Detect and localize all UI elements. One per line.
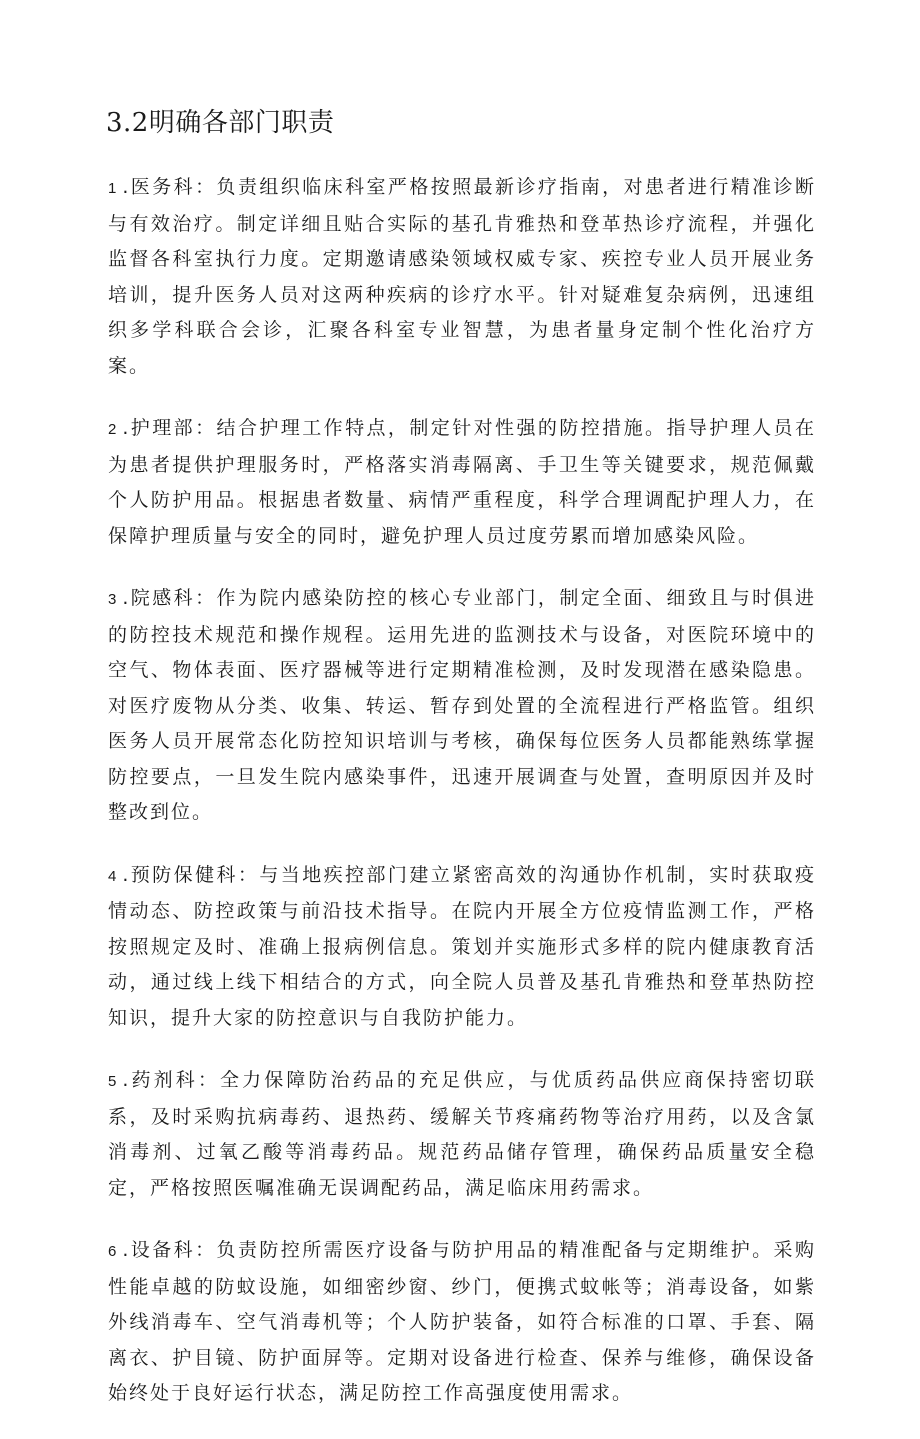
item-text: 负责防控所需医疗设备与防护用品的精准配备与定期维护。采购性能卓越的防蚊设施，如细密纱窗、纱门，便携式蚊帐等；消毒设备，如紫外线消毒车、空气消毒机等；个人防护装备，如符合标准的口罩、手套、隔离衣、护目镜、防护面屏等。定期对设备进行检查、保养与维修，确保设备始终处于良好运行状态，满足防控工作高强度使用需求。 xyxy=(108,1239,816,1404)
department-name: .医务科： xyxy=(122,176,217,198)
item-number: 2 xyxy=(108,421,117,438)
department-name: .预防保健科： xyxy=(122,863,260,886)
list-item xyxy=(108,858,816,1037)
list-item xyxy=(108,411,816,554)
list-item xyxy=(108,1063,816,1206)
item-number: 6 xyxy=(108,1243,117,1260)
department-name: .护理部： xyxy=(122,417,217,439)
department-list xyxy=(108,170,816,1439)
department-name: .院感科： xyxy=(122,587,217,609)
item-text: 与当地疾控部门建立紧密高效的沟通协作机制，实时获取疫情动态、防控政策与前沿技术指导。在院内开展全方位疫情监测工作，严格按照规定及时、准确上报病例信息。策划并实施形式多样的院内健康教育活动，通过线上线下相结合的方式，向全院人员普及基孔肯雅热和登革热防控知识，提升大家的防控意识与自我防护能力。 xyxy=(108,863,816,1029)
item-number: 1 xyxy=(108,180,117,197)
item-text: 负责组织临床科室严格按照最新诊疗指南，对患者进行精准诊断与有效治疗。制定详细且贴合实际的基孔肯雅热和登革热诊疗流程，并强化监督各科室执行力度。定期邀请感染领域权威专家、疾控专业人员开展业务培训，提升医务人员对这两种疾病的诊疗水平。针对疑难复杂病例，迅速组织多学科联合会诊，汇聚各科室专业智慧，为患者量身定制个性化治疗方案。 xyxy=(108,176,816,377)
item-number: 4 xyxy=(108,867,117,885)
item-text: 全力保障防治药品的充足供应，与优质药品供应商保持密切联系，及时采购抗病毒药、退热药、缓解关节疼痛药物等治疗用药，以及含氯消毒剂、过氧乙酸等消毒药品。规范药品储存管理，确保药品质量安全稳定，严格按照医嘱准确无误调配药品，满足临床用药需求。 xyxy=(108,1069,816,1199)
item-number: 3 xyxy=(108,591,117,608)
item-number: 5 xyxy=(108,1073,117,1090)
department-name: .药剂科： xyxy=(122,1069,220,1091)
section-heading: 3.2明确各部门职责 xyxy=(106,108,335,138)
item-text: 作为院内感染防控的核心专业部门，制定全面、细致且与时俱进的防控技术规范和操作规程。运用先进的监测技术与设备，对医院环境中的空气、物体表面、医疗器械等进行定期精准检测，及时发现潜在感染隐患。对医疗废物从分类、收集、转运、暂存到处置的全流程进行严格监管。组织医务人员开展常态化防控知识培训与考核，确保每位医务人员都能熟练掌握防控要点，一旦发生院内感染事件，迅速开展调查与处置，查明原因并及时整改到位。 xyxy=(108,587,816,823)
department-name: .设备科： xyxy=(122,1239,217,1261)
list-item xyxy=(108,1233,816,1412)
list-item xyxy=(108,170,816,384)
item-text: 结合护理工作特点，制定针对性强的防控措施。指导护理人员在为患者提供护理服务时，严格落实消毒隔离、手卫生等关键要求，规范佩戴个人防护用品。根据患者数量、病情严重程度，科学合理调配护理人力，在保障护理质量与安全的同时，避免护理人员过度劳累而增加感染风险。 xyxy=(108,417,816,547)
list-item xyxy=(108,581,816,831)
